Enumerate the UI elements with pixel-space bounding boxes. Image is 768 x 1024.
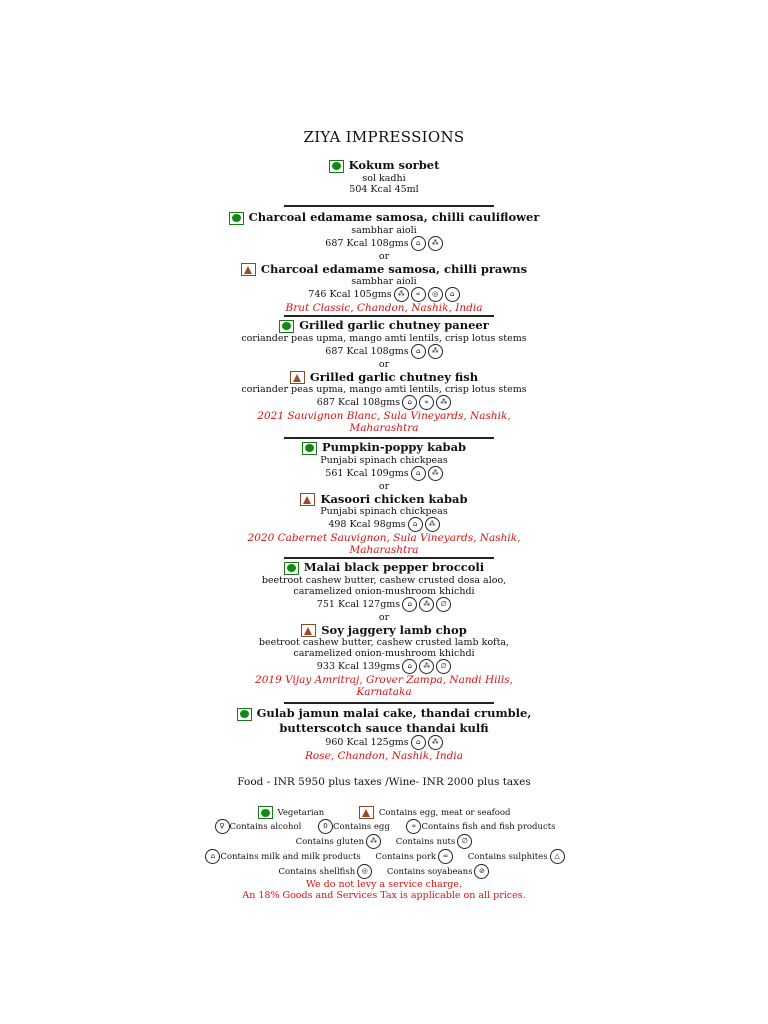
nonveg-icon — [359, 806, 374, 819]
legend-milk: Contains milk and milk products — [220, 852, 361, 862]
gluten-icon: ⁂ — [394, 287, 409, 302]
dish-name: Grilled garlic chutney paneer — [299, 318, 489, 332]
dish-calories: 751 Kcal 127gms — [316, 598, 401, 610]
course-block — [0, 210, 768, 314]
dish-calories: 687 Kcal 108gms — [325, 237, 409, 249]
dish-meta-line — [0, 659, 768, 674]
or-separator: or — [378, 611, 390, 623]
dish-meta-line — [0, 287, 768, 302]
course-block — [0, 440, 768, 556]
nonveg-icon — [301, 624, 316, 637]
dish-calories: 504 Kcal 45ml — [349, 183, 419, 195]
dish-name-line — [0, 158, 768, 173]
course-block — [0, 560, 768, 698]
milk-icon: ⌂ — [408, 517, 423, 532]
dish-meta-line — [0, 344, 768, 359]
dish-description: Punjabi spinach chickpeas — [320, 454, 448, 466]
wine-pairing: Karnataka — [356, 686, 412, 698]
milk-icon: ⌂ — [445, 287, 460, 302]
legend — [0, 806, 768, 901]
gst-note: An 18% Goods and Services Tax is applicable on all prices. — [242, 890, 526, 901]
milk-icon: ⌂ — [411, 236, 426, 251]
veg-icon — [284, 562, 299, 575]
dish-description: sambhar aioli — [351, 276, 417, 287]
wine-pairing: 2021 Sauvignon Blanc, Sula Vineyards, Nashik, — [257, 410, 511, 422]
gluten-icon: ⁂ — [436, 395, 451, 410]
or-separator: or — [378, 480, 390, 492]
fish-icon: ∝ — [406, 819, 421, 834]
dish-name-line — [0, 706, 768, 721]
legend-shellfish: Contains shellfish — [278, 867, 356, 877]
gluten-icon: ⁂ — [425, 517, 440, 532]
nuts-icon: ∅ — [436, 659, 451, 674]
dish-name-line — [0, 210, 768, 225]
veg-icon — [229, 212, 244, 225]
dish-description: sambhar aioli — [351, 224, 417, 236]
gluten-icon: ⁂ — [428, 344, 443, 359]
milk-icon: ⌂ — [402, 659, 417, 674]
course-block — [0, 706, 768, 762]
milk-icon: ⌂ — [411, 466, 426, 481]
gluten-icon: ⁂ — [428, 236, 443, 251]
veg-icon — [237, 708, 252, 721]
dish-description: caramelized onion-mushroom khichdi — [293, 648, 475, 659]
dish-description: beetroot cashew butter, cashew crusted lamb kofta, — [258, 637, 510, 648]
legend-soya: Contains soyabeans — [386, 867, 473, 877]
dish-name-line — [0, 492, 768, 507]
veg-icon — [329, 160, 344, 173]
dish-meta-line — [0, 466, 768, 481]
dish-name: Malai black pepper broccoli — [303, 560, 485, 574]
service-charge-note: We do not levy a service charge. — [306, 879, 462, 890]
dish-description: coriander peas upma, mango amti lentils, crisp lotus stems — [241, 332, 527, 344]
course-divider — [284, 437, 494, 439]
dish-name-line — [0, 370, 768, 385]
dish-name-line — [0, 623, 768, 638]
course-divider — [284, 702, 494, 704]
dish-name-line — [0, 318, 768, 333]
legend-gluten: Contains gluten — [295, 837, 365, 847]
wine-pairing: 2019 Vijay Amritraj, Grover Zampa, Nandi Hills, — [255, 674, 513, 686]
course-block — [0, 158, 768, 195]
course-divider — [284, 205, 494, 207]
dish-meta-line — [0, 735, 768, 750]
dish-description: Punjabi spinach chickpeas — [320, 506, 448, 517]
milk-icon: ⌂ — [411, 735, 426, 750]
wine-pairing: Rose, Chandon, Nashik, India — [304, 749, 464, 762]
veg-icon — [279, 320, 294, 333]
soya-icon: ⊘ — [474, 864, 489, 879]
dish-name: Kasoori chicken kabab — [320, 491, 468, 506]
course-block — [0, 318, 768, 434]
legend-veg: Vegetarian — [277, 808, 325, 818]
milk-icon: ⌂ — [402, 597, 417, 612]
dish-meta-line — [0, 184, 768, 195]
fish-icon: ∝ — [411, 287, 426, 302]
wine-pairing: Maharashtra — [349, 422, 419, 434]
sulphites-icon: △ — [550, 849, 565, 864]
legend-sulphites: Contains sulphites — [467, 852, 548, 862]
wine-pairing: Maharashtra — [349, 544, 419, 556]
legend-pork: Contains pork — [375, 852, 437, 862]
dish-name: Gulab jamun malai cake, thandai crumble, — [256, 706, 532, 720]
nuts-icon: ∅ — [436, 597, 451, 612]
legend-fish: Contains fish and fish products — [421, 822, 556, 832]
dish-calories: 960 Kcal 125gms — [325, 736, 409, 748]
pork-icon: ∞ — [438, 849, 453, 864]
dish-description: coriander peas upma, mango amti lentils, crisp lotus stems — [241, 384, 527, 395]
legend-alcohol: Contains alcohol — [229, 822, 302, 832]
dish-name: Pumpkin-poppy kabab — [321, 440, 467, 454]
dish-name-line — [0, 440, 768, 455]
dish-calories: 498 Kcal 98gms — [328, 519, 406, 530]
gluten-icon: ⁂ — [428, 466, 443, 481]
dish-name-line — [0, 262, 768, 277]
gluten-icon: ⁂ — [419, 597, 434, 612]
or-separator: or — [378, 250, 390, 262]
dish-description: caramelized onion-mushroom khichdi — [293, 585, 475, 597]
dish-meta-line — [0, 395, 768, 410]
wine-pairing: Brut Classic, Chandon, Nashik, India — [285, 302, 483, 314]
milk-icon: ⌂ — [402, 395, 417, 410]
milk-icon: ⌂ — [205, 849, 220, 864]
legend-nonveg: Contains egg, meat or seafood — [378, 808, 511, 818]
dish-name: Soy jaggery lamb chop — [321, 622, 467, 637]
dish-meta-line — [0, 517, 768, 532]
legend-egg: Contains egg — [333, 822, 390, 832]
gluten-icon: ⁂ — [366, 834, 381, 849]
wine-pairing: 2020 Cabernet Sauvignon, Sula Vineyards, Nashik, — [247, 532, 521, 544]
dish-name-line — [0, 560, 768, 575]
fish-icon: ∝ — [419, 395, 434, 410]
gluten-icon: ⁂ — [428, 735, 443, 750]
dish-name: Kokum sorbet — [348, 158, 440, 172]
course-divider — [284, 557, 494, 559]
dish-calories: 746 Kcal 105gms — [308, 289, 392, 300]
nuts-icon: ∅ — [457, 834, 472, 849]
dish-name: Charcoal edamame samosa, chilli cauliflower — [248, 210, 540, 224]
dish-description: beetroot cashew butter, cashew crusted dosa aloo, — [261, 574, 507, 586]
dish-name-cont: butterscotch sauce thandai kulfi — [279, 720, 489, 735]
nonveg-icon — [241, 263, 256, 276]
shellfish-icon: ◎ — [357, 864, 372, 879]
dish-name: Grilled garlic chutney fish — [309, 369, 479, 384]
dish-description: sol kadhi — [362, 172, 406, 184]
dish-meta-line — [0, 597, 768, 612]
shellfish-icon: ◎ — [428, 287, 443, 302]
alcohol-icon: ♀ — [215, 819, 230, 834]
veg-icon — [258, 806, 273, 819]
dish-name: Charcoal edamame samosa, chilli prawns — [260, 261, 528, 276]
dish-calories: 561 Kcal 109gms — [325, 467, 409, 479]
dish-calories: 687 Kcal 108gms — [325, 345, 409, 357]
menu-title: ZIYA IMPRESSIONS — [303, 128, 465, 146]
milk-icon: ⌂ — [411, 344, 426, 359]
dish-meta-line — [0, 236, 768, 251]
course-divider — [284, 315, 494, 317]
dish-calories: 687 Kcal 108gms — [316, 397, 401, 408]
price-line: Food - INR 5950 plus taxes /Wine- INR 2000 plus taxes — [237, 776, 531, 788]
nonveg-icon — [290, 371, 305, 384]
dish-calories: 933 Kcal 139gms — [316, 661, 401, 672]
veg-icon — [302, 442, 317, 455]
or-separator: or — [378, 358, 390, 370]
gluten-icon: ⁂ — [419, 659, 434, 674]
nonveg-icon — [300, 493, 315, 506]
egg-icon: 0 — [318, 819, 333, 834]
legend-nuts: Contains nuts — [395, 837, 456, 847]
